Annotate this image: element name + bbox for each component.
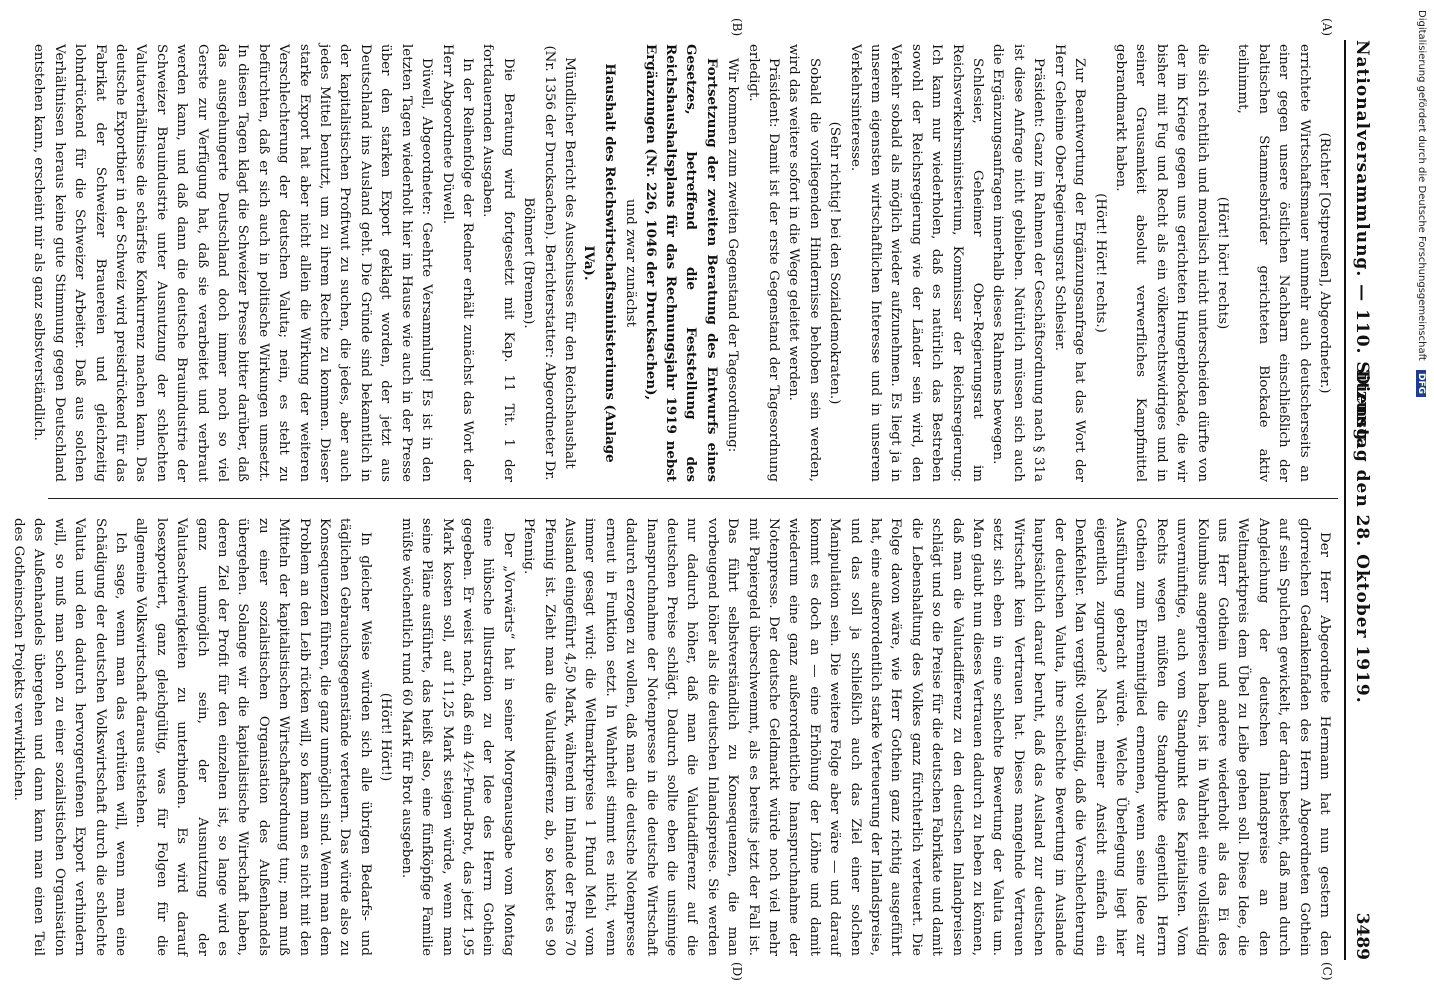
dfg-logo: DFG [1416, 370, 1426, 397]
speaker-note: (Richter [Ostpreußen], Abgeordneter.) [1317, 132, 1332, 394]
paragraph: Zur Beantwortung der Ergänzungsanfrage hat das Wort der Herr Geheime Ober-Regierungsrat Schlesier. [1051, 44, 1088, 482]
footer-text: Digitalisierung gefördert durch die Deutsche Forschungsgemeinschaft [1416, 10, 1427, 361]
paragraph: Die Beratung wird fortgesetzt mit Kap. 11 Tit. 1 der fortdauernden Ausgaben. [480, 44, 516, 482]
paragraph: Ich sage, wenn man das verhüten will, wenn man eine Schädigung der deutschen Volkswirtschaft durch die schlechte Valuta und den dadurch hervorgerufenen Export verhindern will, so muß man schon zu einer sozialistischen Organisation des Außenhandels übergehen und dann kann man einen Teil des Gotheinschen Projekts verwirklichen. [11, 518, 129, 956]
header-title: Nationalversammlung. — 110. Sitzung. [1352, 40, 1372, 449]
digitization-footer [1411, 10, 1431, 990]
header-date: Dienstag den 28. Oktober 1919. [1352, 370, 1372, 704]
column-divider [48, 498, 1338, 499]
interjection: (Hört! hört! rechts) [1214, 196, 1230, 330]
agenda-item: Fortsetzung der zweiten Beratung des Entwurfs eines Gesetzes, betreffend die Feststellung des Reichshaushaltsplans für das Rechnungsjahr 1919 nebst Ergänzungen (Nr. 226, 1046 der Drucksachen), [642, 44, 720, 482]
report-note: Mündlicher Bericht des Ausschusses für den Reichshaushalt (Nr. 1356 der Drucksachen). Berichterstatter: Abgeordneter Dr. Böhmert (Bremen). [521, 45, 577, 481]
paragraph: Präsident: Ganz im Rahmen der Geschäftsordnung nach § 31a ist diese Anfrage nicht geblieben. Natürlich müssen sich auch die Ergänzungsanfragen innerhalb dieses Rahmens bewegen. [990, 44, 1047, 482]
paragraph: Sobald die vorliegenden Hindernisse behoben sein werden, wird das weitere sofort in die Wege geleitet werden. [786, 44, 822, 482]
agenda-item: Haushalt des Reichswirtschaftsministeriums (Anlage IVa). [581, 63, 618, 463]
margin-mark-b: (B) [730, 18, 744, 37]
page-header [1344, 40, 1376, 960]
margin-mark-c: (C) [1320, 962, 1334, 981]
paragraph: und zwar zunächst [623, 199, 639, 327]
paragraph: Der „Vorwärts“ hat in seiner Morgenausgabe vom Montag eine hübsche Illustration zu der Idee des Herrn Gothein gegeben. Er weist nach, daß ein 4½-Pfund-Brot, das jetzt 1,95 Mark kosten soll, auf 11,25 Mark steigen würde, wenn man seine Pläne ausführte, das heißt also, eine fünfköpfige Familie müßte wöchentlich rund 60 Mark für Brot ausgeben. [398, 518, 516, 956]
margin-mark-d: (D) [730, 962, 744, 981]
paragraph: Wir kommen zum zweiten Gegenstand der Tagesordnung: [725, 58, 741, 453]
page-number: 3489 [1352, 912, 1372, 960]
paragraph: errichtete Wirtschaftsmauer nunmehr auch deutscherseits an einer gegen unsere östlichen Nachbarn einschließlich der baltischen Stammesbrüder gerichteten Blockade aktiv teilnimmt, [1235, 44, 1312, 482]
interjection: (Sehr richtig! bei den Sozialdemokraten.) [827, 121, 843, 405]
paragraph: In gleicher Weise würden sich alle übrigen Bedarfs- und täglichen Gebrauchsgegenstände verteuern. Das würde also zu Konsequenzen führen, die ganz unmöglich sind. Wenn man dem Problem an den Leib rücken will, so kann man es nicht mit den Mitteln der kapitalistischen Wirtschaftsordnung tun; man muß zu einer sozialistischen Organisation des Außenhandels übergehen. Solange wir die kapitalistische Wirtschaft haben, deren Ziel der Profit für den einzelnen ist, so lange wird es ganz unmöglich sein, der Ausnutzung der Valutaschwierigkeiten zu unterbinden. Es wird darauf losexportiert, ganz gleichgültig, was für Folgen für die allgemeine Volkswirtschaft daraus entstehen. [133, 518, 373, 956]
paragraph: Düwell, Abgeordneter: Geehrte Versammlung! Es ist in den letzten Tagen wiederholt hier im Hause wie auch in der Presse über den starken Export geklagt worden, der jetzt aus Deutschland ins Ausland geht. Die Gründe sind bekanntlich in der kapitalistischen Profitwut zu suchen, die jedes, aber auch jedes Mittel benutzt, um zu ihrem Rechte zu kommen. Dieser starke Export hat aber nicht allein die Wirkung der weiteren Verschlechterung der deutschen Valuta; nein, es steht zu befürchten, daß er sich auch in politische Wirkungen umsetzt. In diesen Tagen klagt die Schweizer Presse bitter darüber, daß das ausgehungerte Deutschland doch immer noch so viel Gerste zur Verfügung hat, daß sie verarbeitet und verbraut werden kann, und daß dann die deutsche Brauindustrie der Schweizer Brauindustrie unter Ausnutzung der schlechten Valutaverhältnisse die schärfste Konkurrenz machen kann. Das deutsche Exportbier in der Schweiz wird preisdrückend für das Fabrikat der Schweizer Brauereien und gleichzeitig lohndrückend für die Schweizer Arbeiter. Daß aus solchen Verhältnissen heraus keine gute Stimmung gegen Deutschland entstehen kann, erscheint mir als ganz selbstverständlich. [31, 44, 435, 482]
paragraph: Der Herr Abgeordnete Hermann hat nun gestern den glorreichen Gedankenfaden des Herrn Abgeordneten Gothein auf sein Spulchen gewickelt, der darin besteht, daß man durch Angleichung der deutschen Inlandspreise an den Weltmarktpreis dem Übel zu Leibe gehen soll. Diese Idee, die uns Herr Gothein und andere wiederholt als das Ei des Kolumbus angepriesen haben, ist in Wahrheit eine vollständig unvernünftige, auch vom Standpunkt des Kapitalisten. Vom Rechts wegen müßten die Standpunkte eigentlich Herrn Gothein zum Ehrenmitglied ernennen, wenn seine Idee zur Ausführung gebracht würde. Welche Überlegung liegt hier eigentlich zugrunde? Nach meiner Ansicht einfach ein Denkfehler. Man vergißt vollständig, daß die Verschlechterung der deutschen Valuta, ihre schlechte Bewertung im Auslande hauptsächlich darauf beruht, daß das Ausland zur deutschen Wirtschaft kein Vertrauen hat. Dieses mangelnde Vertrauen setzt sich eben in eine schlechte Bewertung der Valuta um. Man glaubt nun dieses Vertrauen dadurch zu heben zu können, daß man die Valutadifferenz zu den deutschen Inlandpreisen schlägt und so die Preise für die deutschen Fabrikate und damit die Lebenshaltung des Volkes ganz fürchterlich verteuert. Die Folge davon wäre, wie Herr Gothein ganz richtig ausgeführt hat, eine außerordentlich starke Verteuerung der Inlandspreise, und das soll ja schließlich auch das Ziel einer solchen Manipulation sein. Die weitere Folge aber wäre — und darauf kommt es doch an — eine Erhöhung der Löhne und damit wiederum eine ganz außerordentliche Inanspruchnahme der Notenpresse. Der deutsche Geldmarkt würde noch viel mehr mit Papiergeld überschwemmt, als es bereits jetzt der Fall ist. Das führt selbstverständlich zu Konsequenzen, die man vorbeugend höher als die deutschen Inlandspreise. Sie werden nur dadurch höher, daß man die Valutadifferenz auf die deutschen Preise schlägt. Dadurch sollte eben die unsinnige Inanspruchnahme der Notenpresse in die deutsche Wirtschaft dadurch erzogen zu wollen, daß man die deutsche Notenpresse erneut in Funktion setzt. In Wahrheit stimmt es nicht, wenn immer gesagt wird: die Weltmarktpreise 1 Pfund Mehl vom Ausland eingeführt 4,50 Mark, während im Inlande der Preis 70 Pfennig ist. Zieht man die Valutadifferenz ab, so kostet es 90 Pfennig. [521, 518, 1332, 956]
right-column [11, 518, 1334, 956]
paragraph: die sich rechtlich und moralisch nicht unterscheiden dürfte von der im Kriege gegen uns gerichteten Hungerblockade, die wir bisher mit Fug und Recht als ein völkerrechtswidriges und in seiner Grausamkeit absolut verwerfliches Kampfmittel gebrandmarkt haben. [1112, 44, 1210, 482]
paragraph: Präsident: Damit ist der erste Gegenstand der Tagesordnung erledigt. [745, 44, 782, 482]
interjection: (Hört! Hört!) [378, 692, 394, 782]
margin-mark-a: (A) [1320, 18, 1334, 37]
paragraph: In der Reihenfolge der Redner erhält zunächst das Wort der Herr Abgeordnete Düwell. [439, 44, 475, 482]
paragraph: Schlesier, Geheimer Ober-Regierungsrat im Reichsverkehrsministerium, Kommissar der Reichsregierung: Ich kann nur wiederholen, daß es natürlich das Bestreben sowohl der Reichsregierung wie der Länder sein wird, den Verkehr sobald als möglich wieder aufzunehmen. Es liegt ja in unserem eigensten wirtschaftlichen Interesse und in unserem Verkehrsinteresse. [847, 44, 986, 482]
interjection: (Hört! Hört! rechts.) [1092, 193, 1108, 333]
left-column [31, 44, 1334, 482]
